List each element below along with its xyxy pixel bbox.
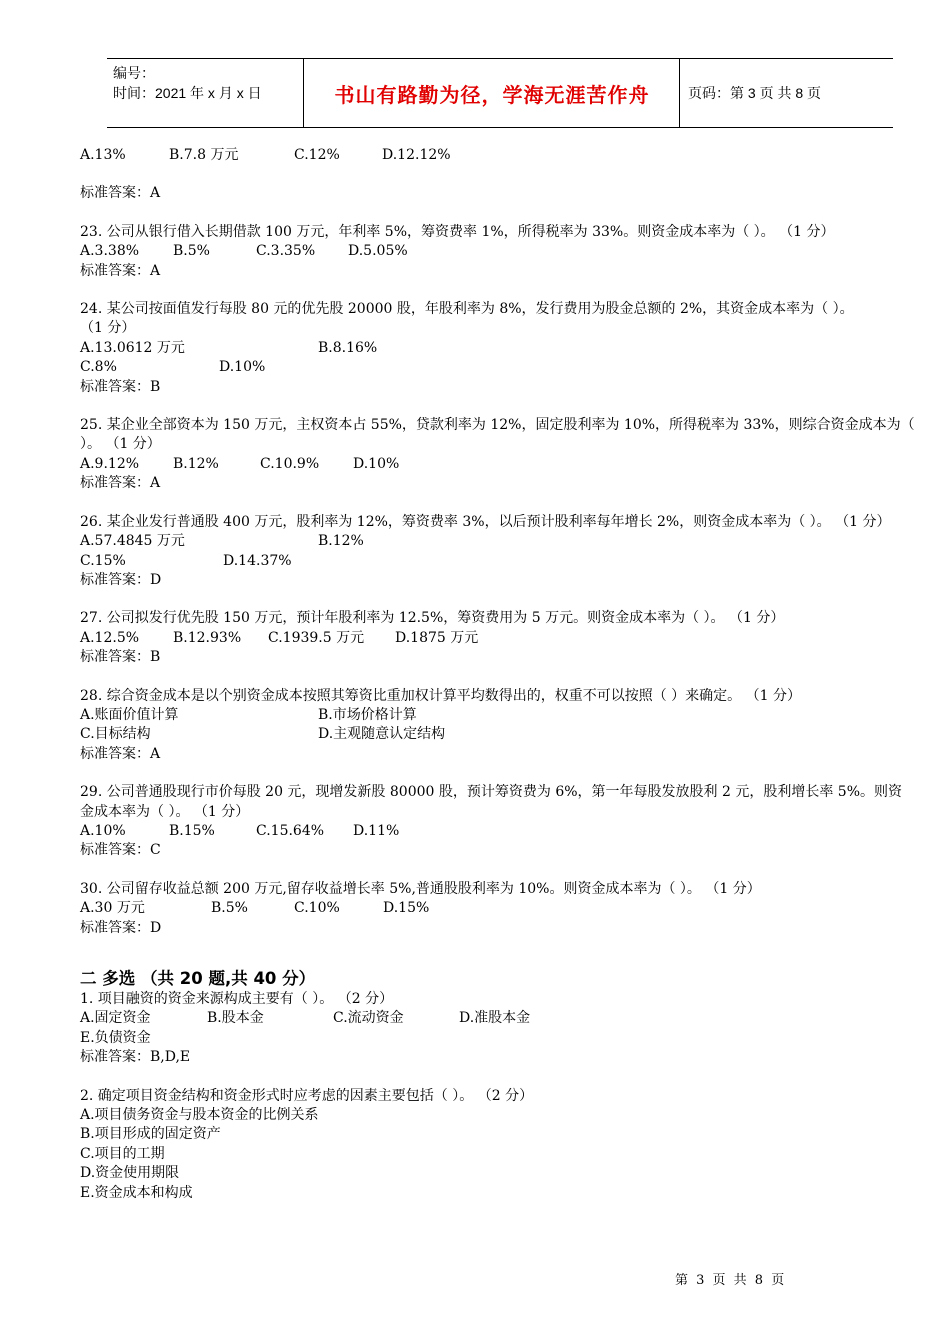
answer: 标准答案：A (80, 745, 161, 762)
number-label: 编号： (113, 65, 155, 81)
option-d: D.资金使用期限 (80, 1165, 180, 1182)
option-c: C.10.9% (260, 455, 320, 472)
option-d: D.10% (353, 455, 400, 472)
section-title: 二 多选 （共 20 题,共 40 分） (80, 969, 316, 988)
options-row-2 (80, 552, 915, 571)
document-body (80, 146, 915, 1222)
option-d: D.1875 万元 (395, 629, 479, 646)
question-text: 26. 某企业发行普通股 400 万元，股利率为 12%，筹资费率 3%，以后预计股利率每年增长 2%，则资金成本率为（ ）。 （1 分） (80, 513, 891, 530)
option-a: A.10% (80, 822, 126, 839)
question-text: 1. 项目融资的资金来源构成主要有（ ）。 （2 分） (80, 991, 394, 1007)
question-29 (80, 783, 915, 861)
question-25 (80, 416, 915, 494)
option-a: A.13% (80, 147, 126, 163)
question-text: 28. 综合资金成本是以个别资金成本按照其筹资比重加权计算平均数得出的，权重不可以按照（ ）来确定。 （1 分） (80, 687, 801, 704)
multi-question-2 (80, 1087, 915, 1203)
options (80, 899, 915, 918)
page-footer: 第 3 页 共 8 页 (675, 1273, 785, 1288)
option-c: C.3.35% (256, 243, 316, 260)
question-28 (80, 687, 915, 765)
option-b: B.12.93% (173, 629, 242, 646)
option-b: B.12% (318, 533, 364, 550)
options-row-1 (80, 706, 915, 725)
option-a: A.3.38% (80, 243, 140, 260)
answer: 标准答案：A (80, 262, 161, 279)
option-d: D.12.12% (382, 147, 451, 163)
option-b: B.市场价格计算 (318, 706, 417, 723)
option-c: C.目标结构 (80, 726, 151, 743)
page-header (107, 58, 893, 128)
question-27 (80, 609, 915, 667)
question-text: 27. 公司拟发行优先股 150 万元，预计年股利率为 12.5%，筹资费用为 5 万元。则资金成本率为（ ）。 （1 分） (80, 610, 785, 627)
options-row-1 (80, 339, 915, 358)
option-b: B.15% (169, 822, 215, 839)
option-c: C.10% (294, 900, 340, 917)
answer: 标准答案：C (80, 842, 161, 859)
option-c: C.15.64% (256, 822, 325, 839)
question-text: 24. 某公司按面值发行每股 80 元的优先股 20000 股，年股利率为 8%，发行费用为股金总额的 2%，其资金成本率为（ ）。 (80, 301, 854, 318)
option-b: B.12% (173, 455, 219, 472)
option-d: D.14.37% (223, 552, 292, 569)
option-d: D.准股本金 (459, 1010, 531, 1027)
question-24 (80, 300, 915, 397)
question-text: 23. 公司从银行借入长期借款 100 万元，年利率 5%，筹资费率 1%，所得税率为 33%。则资金成本率为（ ）。 （1 分） (80, 223, 835, 240)
option-c: C.流动资金 (333, 1010, 404, 1027)
option-c: C.项目的工期 (80, 1145, 165, 1162)
option-d: D.11% (353, 822, 400, 839)
header-info-cell (107, 59, 304, 127)
option-e: E.负债资金 (80, 1029, 151, 1046)
answer: 标准答案：B,D,E (80, 1049, 191, 1066)
question-text: 2. 确定项目资金结构和资金形式时应考虑的因素主要包括（ ）。 （2 分） (80, 1087, 534, 1104)
option-b: B.5% (173, 243, 210, 260)
options (80, 455, 915, 474)
question-23 (80, 223, 915, 281)
multi-question-1 (80, 990, 915, 1068)
question-22 (80, 146, 915, 204)
option-d: D.5.05% (348, 243, 408, 260)
answer: 标准答案：A (80, 185, 161, 202)
question-30 (80, 880, 915, 938)
time-label: 时间：2021 年 x 月 x 日 (113, 85, 262, 101)
option-c: C.15% (80, 552, 126, 569)
options (80, 146, 915, 165)
option-a: A.13.0612 万元 (80, 339, 185, 356)
option-c: C.8% (80, 359, 117, 376)
option-b: B.8.16% (318, 339, 378, 356)
answer: 标准答案：B (80, 649, 161, 666)
question-text: 30. 公司留存收益总额 200 万元,留存收益增长率 5%,普通股股利率为 10%。则资金成本率为（ ）。 （1 分） (80, 880, 761, 897)
option-a: A.12.5% (80, 629, 140, 646)
question-26 (80, 513, 915, 591)
options (80, 629, 915, 648)
option-b: B.7.8 万元 (169, 147, 239, 163)
option-a: A.57.4845 万元 (80, 533, 185, 550)
option-c: C.12% (294, 147, 340, 163)
option-d: D.主观随意认定结构 (318, 726, 446, 743)
options (80, 242, 915, 261)
option-b: B.5% (211, 900, 248, 917)
option-d: D.10% (219, 359, 266, 376)
answer: 标准答案：A (80, 475, 161, 492)
options (80, 1009, 915, 1028)
options (80, 822, 915, 841)
answer: 标准答案：D (80, 571, 162, 588)
option-d: D.15% (383, 900, 430, 917)
question-text: 29. 公司普通股现行市价每股 20 元，现增发新股 80000 股，预计筹资费为 6%，第一年每股发放股利 2 元，股利增长率 5%。则资金成本率为（ ）。 （1 分） (80, 784, 902, 820)
header-motto: 书山有路勤为径，学海无涯苦作舟 (305, 59, 680, 127)
option-a: A.9.12% (80, 455, 140, 472)
options-row-2 (80, 358, 915, 377)
options-row-2 (80, 725, 915, 744)
option-b: B.项目形成的固定资产 (80, 1126, 221, 1143)
question-score: （1 分） (80, 320, 136, 337)
options-row-1 (80, 532, 915, 551)
option-b: B.股本金 (207, 1010, 264, 1027)
question-text: 25. 某企业全部资本为 150 万元，主权资本占 55%，贷款利率为 12%，固定股利率为 10%，所得税率为 33%，则综合资金成本为（ ）。 （1 分） (80, 417, 915, 453)
option-a: A.30 万元 (80, 900, 145, 917)
answer: 标准答案：D (80, 919, 162, 936)
option-c: C.1939.5 万元 (268, 629, 365, 646)
option-a: A.固定资金 (80, 1010, 151, 1027)
option-a: A.账面价值计算 (80, 706, 179, 723)
option-e: E.资金成本和构成 (80, 1184, 193, 1201)
answer: 标准答案：B (80, 378, 161, 395)
option-a: A.项目债务资金与股本资金的比例关系 (80, 1107, 319, 1124)
header-page-label: 页码：第 3 页 共 8 页 (688, 85, 822, 101)
